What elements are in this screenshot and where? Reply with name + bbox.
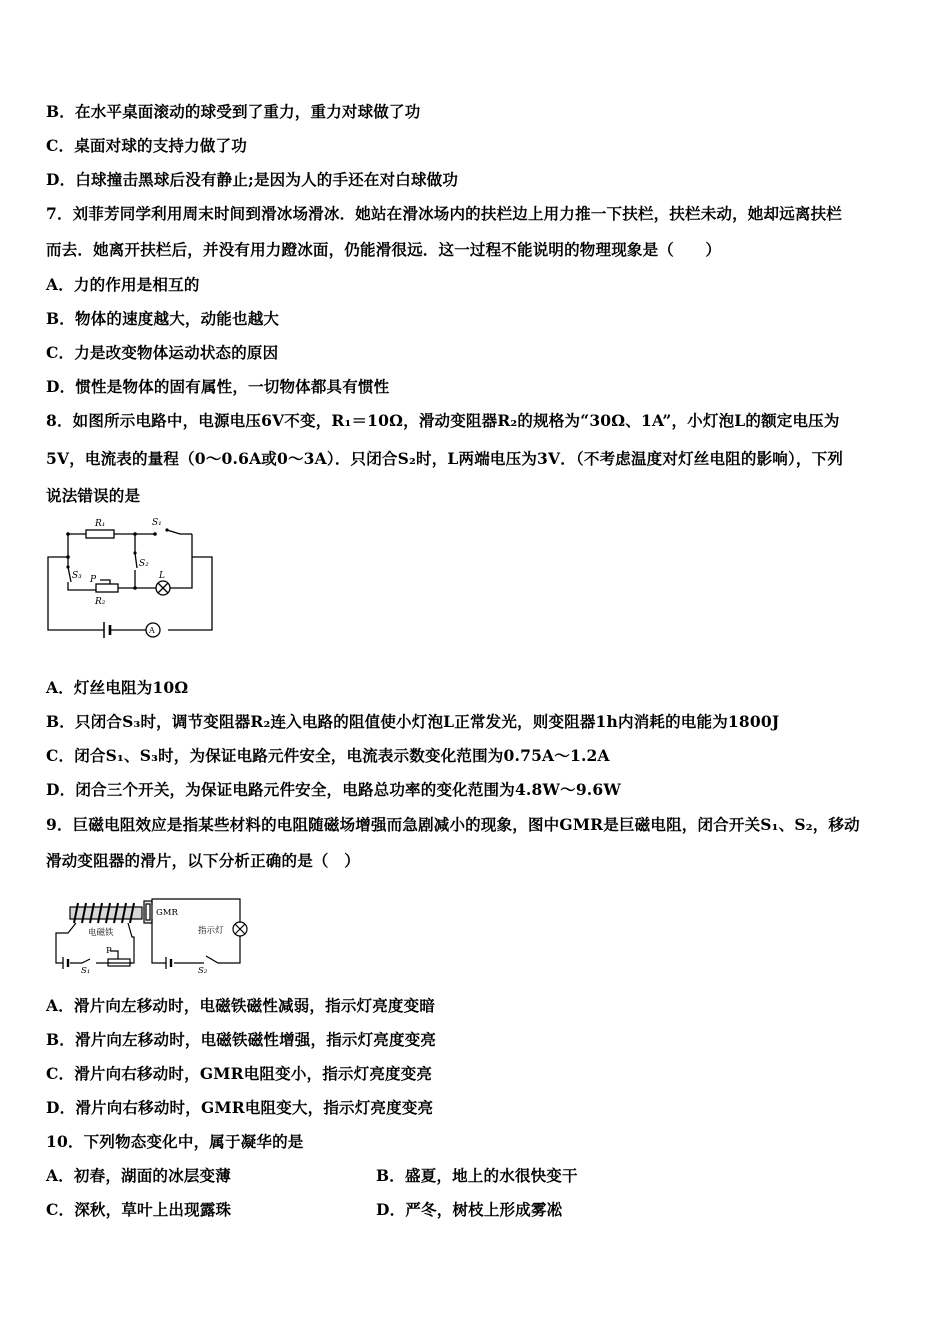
q9-label-gmr: GMR [156, 908, 178, 918]
q8-option-d: D．闭合三个开关，为保证电路元件安全，电路总功率的变化范围为4.8W～9.6W [46, 780, 621, 799]
q9-option-c: C．滑片向右移动时，GMR电阻变小，指示灯亮度变亮 [46, 1064, 433, 1083]
q8-stem-line1: 8．如图所示电路中，电源电压6V不变，R₁＝10Ω，滑动变阻器R₂的规格为“30Ω、1A”，小灯泡L的额定电压为 [46, 411, 840, 430]
s2-switch [135, 553, 137, 568]
q9-label-electromagnet: 电磁铁 [88, 928, 114, 938]
q7-option-c: C．力是改变物体运动状态的原因 [46, 343, 279, 362]
s1-switch [167, 530, 180, 534]
r2-rheostat [96, 584, 118, 592]
q7-option-a: A．力的作用是相互的 [46, 275, 200, 294]
q9-option-d: D．滑片向右移动时，GMR电阻变大，指示灯亮度变亮 [46, 1098, 434, 1117]
q9-label-p: P [106, 946, 112, 956]
q8-label-l: L [159, 571, 165, 581]
q8-label-s1: S₁ [152, 518, 162, 528]
q8-label-p: P [90, 575, 97, 585]
q9-gmr-diagram [48, 893, 253, 976]
q6-option-b: B．在水平桌面滚动的球受到了重力，重力对球做了功 [46, 102, 421, 121]
q9-stem-line2: 滑动变阻器的滑片，以下分析正确的是（ ） [46, 851, 361, 870]
q8-label-r1: R₁ [95, 519, 106, 529]
q8-label-s2: S₂ [139, 559, 149, 569]
q7-stem-line2: 而去．她离开扶栏后，并没有用力蹬冰面，仍能滑很远．这一过程不能说明的物理现象是（ ） [46, 240, 722, 259]
q7-stem-line1: 7．刘菲芳同学利用周末时间到滑冰场滑冰．她站在滑冰场内的扶栏边上用力推一下扶栏，扶栏未动，她却远离扶栏 [46, 204, 842, 223]
q8-label-a: A [149, 626, 155, 635]
q8-label-r2: R₂ [95, 597, 106, 607]
q8-label-s3: S₃ [72, 571, 82, 581]
q10-option-c: C．深秋，草叶上出现露珠 [46, 1200, 232, 1219]
q8-stem-line2: 5V，电流表的量程（0～0.6A或0～3A）．只闭合S₂时，L两端电压为3V．（不考虑温度对灯丝电阻的影响），下列 [46, 449, 844, 468]
q10-option-b: B．盛夏，地上的水很快变干 [376, 1166, 578, 1185]
q9-option-b: B．滑片向左移动时，电磁铁磁性增强，指示灯亮度变亮 [46, 1030, 437, 1049]
q7-option-b: B．物体的速度越大，动能也越大 [46, 309, 280, 328]
r1-resistor [86, 530, 114, 538]
q8-circuit-diagram [40, 512, 220, 640]
q9-label-s1: S₁ [81, 966, 91, 976]
q9-label-indicator: 指示灯 [198, 926, 224, 936]
q9-option-a: A．滑片向左移动时，电磁铁磁性减弱，指示灯亮度变暗 [46, 996, 436, 1015]
q9-label-s2: S₂ [198, 966, 208, 976]
q8-option-b: B．只闭合S₃时，调节变阻器R₂连入电路的阻值使小灯泡L正常发光，则变阻器1h内消耗的电能为1800J [46, 712, 780, 731]
q10-option-a: A．初春，湖面的冰层变薄 [46, 1166, 231, 1185]
q6-option-c: C．桌面对球的支持力做了功 [46, 136, 247, 155]
q8-option-c: C．闭合S₁、S₃时，为保证电路元件安全，电流表示数变化范围为0.75A～1.2A [46, 746, 610, 765]
s3-switch [68, 567, 71, 582]
q6-option-d: D．白球撞击黑球后没有静止;是因为人的手还在对白球做功 [46, 170, 459, 189]
q10-stem: 10．下列物态变化中，属于凝华的是 [46, 1132, 304, 1151]
q10-option-d: D．严冬，树枝上形成雾凇 [376, 1200, 563, 1219]
q8-stem-line3: 说法错误的是 [46, 486, 141, 505]
q8-option-a: A．灯丝电阻为10Ω [46, 678, 189, 697]
q9-stem-line1: 9．巨磁电阻效应是指某些材料的电阻随磁场增强而急剧减小的现象，图中GMR是巨磁电阻，闭合开关S₁、S₂，移动 [46, 815, 860, 834]
q7-option-d: D．惯性是物体的固有属性，一切物体都具有惯性 [46, 377, 390, 396]
